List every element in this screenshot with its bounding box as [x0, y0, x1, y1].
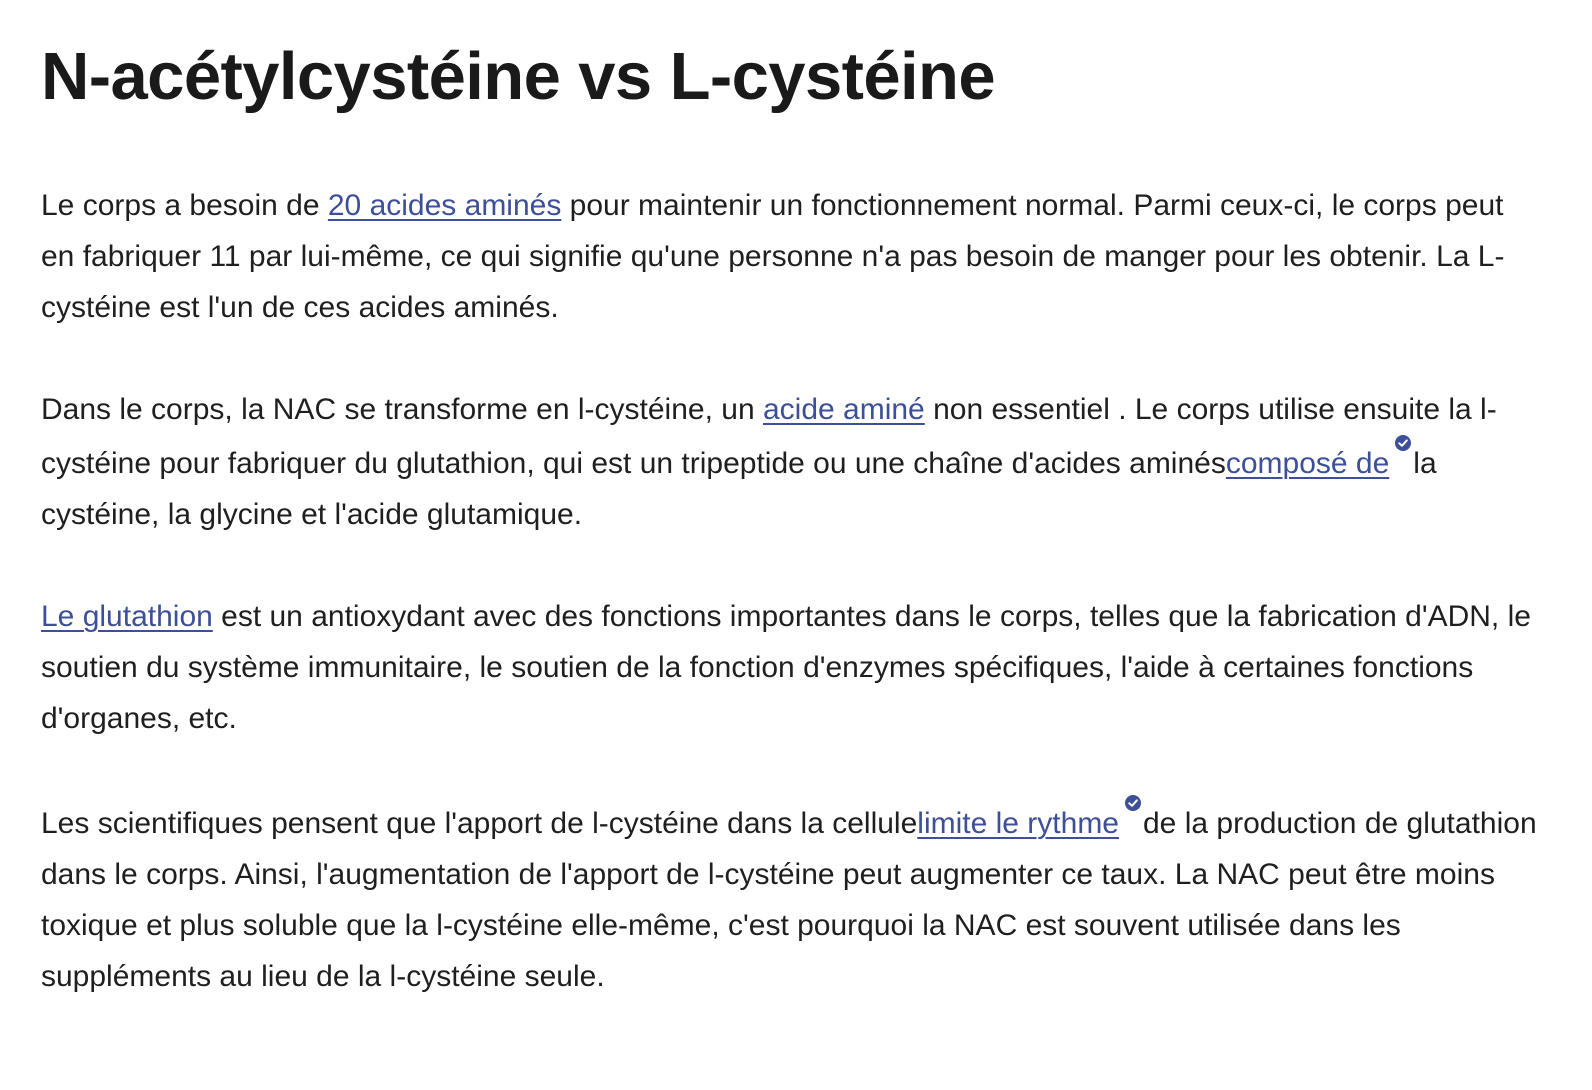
link-limite-le-rythme[interactable]: limite le rythme — [917, 807, 1119, 840]
paragraph-text: Dans le corps, la NAC se transforme en l-cystéine, un — [41, 393, 763, 426]
paragraph-1 — [41, 180, 1541, 333]
verified-check-icon[interactable] — [1395, 435, 1411, 451]
paragraph-text: non essentiel . Le corps utilise ensuite la l-cystéine pour fabriquer du glutathion, qui est un tripeptide ou une chaîne d'acides aminés — [41, 393, 1497, 480]
article-title: N-acétylcystéine vs L-cystéine — [41, 39, 995, 114]
paragraph-text: Les scientifiques pensent que l'apport de l-cystéine dans la cellule — [41, 807, 918, 840]
link-acide-amine[interactable]: acide aminé — [762, 393, 925, 426]
paragraph-text: Le corps a besoin de — [41, 189, 328, 222]
paragraph-text: pour maintenir un fonctionnement normal. Parmi ceux-ci, le corps peut en fabriquer 11 par lui-même, ce qui signifie qu'une personne n'a pas besoin de manger pour les obtenir. La L-cystéine est l'un de ces acides aminés. — [41, 189, 1505, 324]
paragraph-2 — [41, 384, 1541, 540]
paragraph-3 — [41, 591, 1541, 744]
link-le-glutathion[interactable]: Le glutathion — [41, 600, 213, 633]
paragraph-text: de la production de glutathion dans le corps. Ainsi, l'augmentation de l'apport de l-cystéine peut augmenter ce taux. La NAC peut être moins toxique et plus soluble que la l-cystéine elle-même, c'est pourquoi la NAC est souvent utilisée dans les suppléments au lieu de la l-cystéine seule. — [41, 807, 1537, 993]
paragraph-4 — [41, 795, 1541, 1002]
paragraph-text: est un antioxydant avec des fonctions importantes dans le corps, telles que la fabrication d'ADN, le soutien du système immunitaire, le soutien de la fonction d'enzymes spécifiques, l'aide à certaines fonctions d'organes, etc. — [41, 600, 1531, 735]
paragraph-text: la cystéine, la glycine et l'acide glutamique. — [41, 447, 1437, 531]
link-20-acides-amines[interactable]: 20 acides aminés — [327, 189, 562, 222]
link-compose-de[interactable]: composé de — [1225, 447, 1390, 480]
verified-check-icon[interactable] — [1125, 795, 1141, 811]
